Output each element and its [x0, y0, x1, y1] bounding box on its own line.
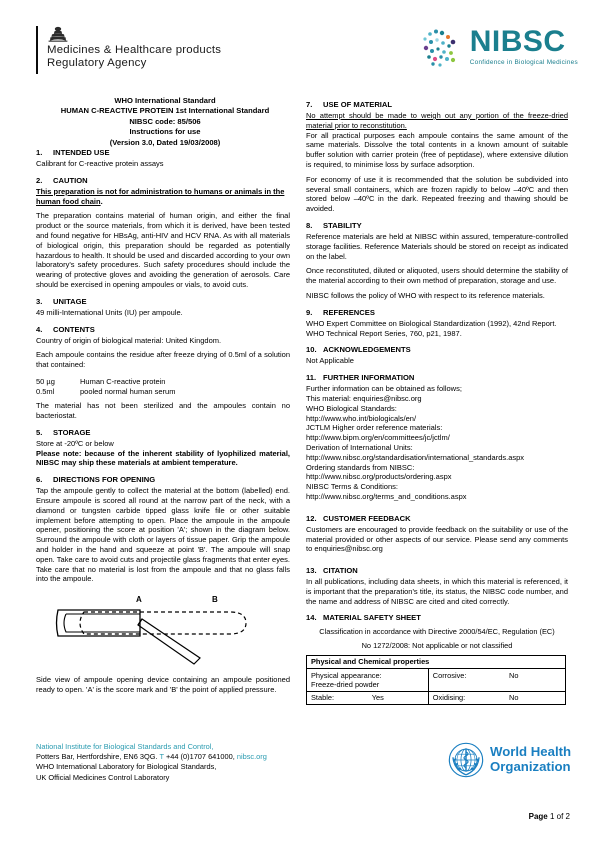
section-heading-directions [36, 475, 290, 485]
footer-address [36, 742, 336, 783]
section-title: CITATION [323, 566, 358, 576]
page-number [529, 812, 570, 821]
document-header [0, 0, 600, 92]
address-contact [36, 752, 336, 762]
section-number: 7. [306, 100, 313, 109]
customer-feedback-body: Customers are encouraged to provide feedback on the suitability or use of the material provided or other aspects of our service. Please send any comments to enquiries@nibsc.org [306, 524, 568, 554]
title-line-instructions: Instructions for use [129, 127, 201, 137]
page-value: 1 of 2 [549, 812, 570, 821]
use-of-material-body-1: For all practical purposes each ampoule contains the same amount of the same materials. Dissolve the total contents in a known amount of suitable buffer solution with carrier protein (free of peptidase), where extensive dilution is required, to minimise loss by surface adsorption. [306, 130, 568, 169]
address-uk-lab: UK Official Medicines Control Laboratory [36, 772, 170, 782]
title-line-material: HUMAN C-REACTIVE PROTEIN 1st International Standard [60, 106, 270, 116]
intended-use-body: Calibrant for C-reactive protein assays [36, 159, 164, 168]
section-title: UNITAGE [53, 296, 87, 306]
address-institute: National Institute for Biological Standards and Control, [36, 742, 214, 751]
diagram-label-b: B [212, 595, 218, 605]
contents-quantity: 0.5ml [36, 386, 55, 396]
title-line-version: (Version 3.0, Dated 19/03/2008) [109, 137, 221, 147]
section-title: CONTENTS [53, 324, 95, 334]
left-column [36, 148, 290, 695]
msds-cell-appearance [307, 669, 429, 692]
section-number: 14. [306, 613, 317, 623]
section-number: 10. [306, 345, 317, 355]
further-info-line: Further information can be obtained as follows; [306, 384, 462, 394]
further-info-url[interactable]: http://www.who.int/biologicals/en/ [306, 413, 417, 423]
title-line-code: NIBSC code: 85/506 [129, 116, 201, 126]
mhra-name-line2: Regulatory Agency [47, 57, 147, 70]
contents-list [36, 377, 290, 396]
further-info-url[interactable]: http://www.nibsc.org/standardisation/international_standards.aspx [306, 452, 525, 462]
section-number: 3. [36, 296, 43, 306]
section-heading-customer-feedback [306, 514, 568, 524]
use-of-material-warning: No attempt should be made to weigh out any portion of the freeze-dried material prior to reconstitution. [306, 111, 568, 130]
msds-appearance-label: Physical appearance: [311, 670, 382, 680]
section-heading-caution [36, 176, 290, 186]
reference-2: WHO Technical Report Series, 760, p21, 1987. [306, 328, 462, 338]
section-heading-intended-use [36, 148, 290, 158]
msds-corrosive-label: Corrosive: [432, 670, 467, 680]
further-info-url[interactable]: http://www.bipm.org/en/committees/jc/jctlm/ [306, 433, 450, 443]
list-item [36, 377, 290, 387]
table-row [307, 669, 566, 692]
unitage-body: 49 milli-International Units (IU) per ampoule. [36, 307, 183, 317]
section-number: 4. [36, 324, 43, 334]
msds-cell-corrosive [428, 669, 565, 692]
use-of-material-body-2: For economy of use it is recommended that the solution be subdivided into several small containers, which are frozen rapidly to below –40ºC and then stored below –40ºC in the dark. Repeated freezing and thawing should be avoided. [306, 174, 568, 214]
msds-classification-line-2: No 1272/2008: Not applicable or not classified [361, 641, 513, 651]
section-heading-stability [306, 221, 568, 231]
caution-warning-period: . [100, 196, 103, 206]
diagram-label-a: A [136, 595, 142, 605]
storage-temperature: Store at -20ºC or below [36, 438, 114, 448]
section-heading-use-of-material [306, 100, 568, 110]
address-who-lab: WHO International Laboratory for Biological Standards, [36, 762, 217, 772]
ampoule-diagram-svg [54, 592, 284, 670]
list-item [36, 387, 290, 397]
contents-quantity: 50 µg [36, 376, 55, 386]
msds-classification-line-1: Classification in accordance with Directive 2000/54/EC, Regulation (EC) [319, 627, 555, 637]
royal-crest-icon [47, 26, 69, 42]
msds-table-header: Physical and Chemical properties [307, 655, 566, 668]
section-number: 9. [306, 307, 313, 317]
directions-body: Tap the ampoule gently to collect the material at the bottom (labelled) end. Ensure ampoule is scored all round at the narrow part of the neck, with a diamond or tungsten carbide tipped glass knife file or other suitable implement before attempting to open. Place the ampoule in the ampoule opener, positioning the score at position 'A'; shown in the diagram below. Surround the ampoule with cloth or layers of tissue paper. Grip the ampoule and holder in the hand and squeeze at point 'B'. The ampoule will snap open. Take care to avoid cuts and projectile glass fragments that enter eyes. Take care that no material is lost from the ampoule and that no glass falls into the ampoule. [36, 486, 290, 584]
nibsc-logo [420, 26, 578, 70]
further-info-line: This material: enquiries@nibsc.org [306, 393, 422, 403]
section-title: FURTHER INFORMATION [323, 373, 415, 383]
nibsc-swirl-icon [420, 26, 466, 70]
section-number: 2. [36, 175, 43, 185]
section-title: CUSTOMER FEEDBACK [323, 513, 411, 523]
mhra-name-line1: Medicines & Healthcare products [47, 44, 222, 56]
title-line-who: WHO International Standard [114, 96, 216, 105]
section-heading-references [306, 308, 568, 318]
contents-description: Human C-reactive protein [80, 376, 166, 386]
stability-body-1: Reference materials are held at NIBSC within assured, temperature-controlled storage facilities. Reference Materials should be stored on receipt as indicated on the label. [306, 231, 568, 261]
msds-cell-oxidising [428, 691, 565, 704]
msds-corrosive-value: No [509, 670, 519, 680]
address-location: Potters Bar, Hertfordshire, EN6 3QG. [36, 752, 160, 762]
further-info-line: Ordering standards from NIBSC: [306, 462, 415, 472]
section-title: STABILITY [323, 220, 362, 230]
right-column [306, 100, 568, 705]
stability-body-2: Once reconstituted, diluted or aliquoted, users should determine the stability of the material according to their own method of preparation, storage and use. [306, 266, 568, 286]
section-number: 5. [36, 427, 43, 437]
contents-origin: Country of origin of biological material: United Kingdom. [36, 335, 222, 345]
further-info-url[interactable]: http://www.nibsc.org/products/ordering.aspx [306, 472, 452, 482]
msds-cell-stable [307, 691, 429, 704]
table-row [307, 691, 566, 704]
citation-body: In all publications, including data sheets, in which this material is referenced, it is important that the preparation's title, its status, the NIBSC code number, and the name and address of NIBSC are cited and cited correctly. [306, 577, 568, 606]
section-title: INTENDED USE [53, 148, 110, 157]
further-info-line: JCTLM Higher order reference materials: [306, 423, 443, 433]
section-number: 11. [306, 373, 317, 383]
section-title: DIRECTIONS FOR OPENING [53, 475, 156, 485]
further-info-line: WHO Biological Standards: [306, 403, 397, 413]
diagram-caption: Side view of ampoule opening device containing an ampoule positioned ready to open. 'A' is the score mark and 'B' the point of applied pressure. [36, 675, 290, 694]
storage-note: Please note: because of the inherent stability of lyophilized material, NIBSC may ship these materials at ambient temperature. [36, 448, 290, 468]
caution-warning-text: This preparation is not for administration to humans or animals in the human food chain [36, 186, 285, 206]
document-title [40, 96, 290, 148]
msds-oxidising-label: Oxidising: [432, 693, 466, 703]
section-heading-contents [36, 325, 290, 335]
section-number: 8. [306, 220, 313, 230]
section-title: CAUTION [53, 175, 88, 185]
website-link[interactable]: nibsc.org [236, 752, 267, 762]
ampoule-opener-diagram [54, 592, 284, 670]
section-title: MATERIAL SAFETY SHEET [323, 613, 421, 623]
section-heading-material-safety-sheet [306, 613, 568, 623]
safety-properties-table [306, 655, 566, 706]
section-number: 1. [36, 148, 43, 157]
section-heading-acknowledgements [306, 345, 568, 355]
telephone-number: +44 (0)1707 641000, [163, 752, 237, 762]
section-title: REFERENCES [323, 307, 375, 317]
table-row [307, 655, 566, 668]
stability-body-3: NIBSC follows the policy of WHO with respect to its reference materials. [306, 290, 545, 300]
caution-warning [36, 187, 290, 207]
further-info-url[interactable]: http://www.nibsc.org/terms_and_conditions.aspx [306, 491, 467, 501]
nibsc-wordmark: NIBSC [469, 25, 566, 58]
further-info-line: NIBSC Terms & Conditions: [306, 482, 398, 492]
acknowledgements-body: Not Applicable [306, 356, 354, 366]
who-emblem-icon [448, 742, 484, 778]
section-number: 6. [36, 475, 43, 485]
section-heading-unitage [36, 297, 290, 307]
who-logo [448, 742, 571, 778]
msds-appearance-value: Freeze-dried powder [311, 679, 380, 689]
reference-1: WHO Expert Committee on Biological Standardization (1992), 42nd Report. [306, 318, 557, 328]
section-heading-storage [36, 428, 290, 438]
caution-body: The preparation contains material of human origin, and either the final product or the source materials, from which it is derived, have been tested and found negative for HBsAg, anti-HIV and HCV RNA. As with all materials of biological origin, this preparation should be regarded as potentially hazardous to health. It should be used and discarded according to your own laboratory's safety procedures. Such safety procedures should include the wearing of protective gloves and avoiding the generation of aerosols. Care should be exercised in opening ampoules or vials, to avoid cuts. [36, 211, 290, 289]
who-name-line1: World Health [490, 744, 572, 760]
page-label: Page [528, 812, 548, 821]
section-title: STORAGE [53, 427, 91, 437]
msds-stable-value: Yes [371, 693, 384, 703]
telephone-prefix: T [159, 752, 164, 762]
msds-stable-label: Stable: [311, 693, 335, 703]
section-title: USE OF MATERIAL [323, 100, 393, 109]
msds-oxidising-value: No [509, 693, 519, 703]
section-number: 13. [306, 566, 317, 576]
contents-intro: Each ampoule contains the residue after freeze drying of 0.5ml of a solution that contained: [36, 350, 290, 370]
section-heading-citation [306, 566, 568, 576]
section-heading-further-information [306, 373, 568, 383]
who-name-line2: Organization [490, 759, 571, 774]
contents-description: pooled normal human serum [80, 386, 176, 396]
mhra-logo [36, 26, 221, 74]
section-number: 12. [306, 513, 317, 523]
further-info-line: Derivation of International Units: [306, 442, 413, 452]
nibsc-tagline: Confidence in Biological Medicines [469, 59, 578, 66]
section-title: ACKNOWLEDGEMENTS [323, 345, 411, 355]
contents-sterility-note: The material has not been sterilized and the ampoules contain no bacteriostat. [36, 401, 290, 420]
